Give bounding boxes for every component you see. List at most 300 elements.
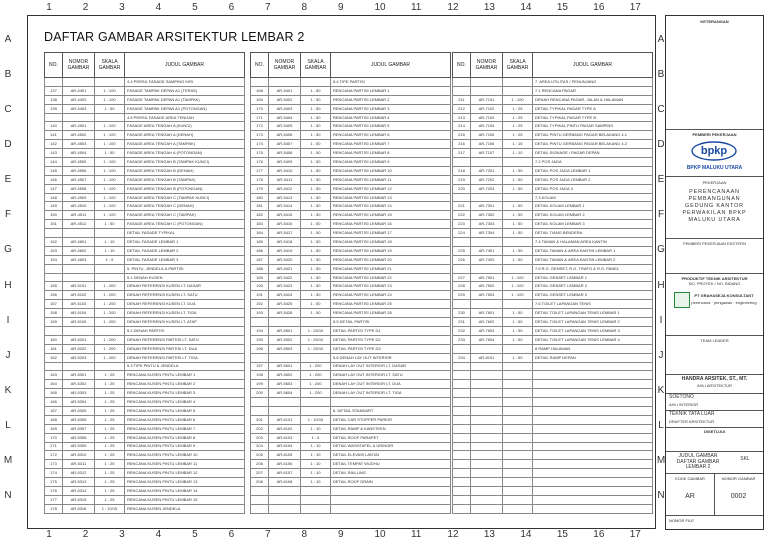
table-cell	[533, 495, 653, 504]
table-cell	[453, 398, 471, 407]
table-row	[453, 460, 653, 469]
table-cell: 197	[251, 362, 269, 371]
table-row	[45, 291, 245, 300]
grid-number: 5	[192, 2, 198, 13]
table-cell: 150	[45, 211, 63, 220]
table-cell: 1 : 10	[301, 442, 331, 451]
table-cell: AR-5411	[269, 175, 301, 184]
table-cell	[95, 113, 125, 122]
agency-name: BPKP MALUKU UTARA	[686, 165, 743, 171]
table-cell: 1 : 200	[95, 309, 125, 318]
table-cell: RENCANA PARTISI LEMBAR 7	[331, 140, 451, 149]
column-header: NO.	[453, 53, 471, 78]
table-cell: RENCANA KUSEN PINTU LEMBAR 9	[125, 442, 245, 451]
table-cell	[269, 353, 301, 362]
table-row	[251, 326, 451, 335]
table-cell: 1 : 100	[95, 122, 125, 131]
table-cell	[533, 380, 653, 389]
table-row	[453, 424, 653, 433]
column-header: SKALA GAMBAR	[301, 53, 331, 78]
column-header: SKALA GAMBAR	[95, 53, 125, 78]
table-row	[45, 309, 245, 318]
table-cell: 144	[45, 158, 63, 167]
table-row	[45, 193, 245, 202]
table-cell	[453, 371, 471, 380]
table-cell	[453, 424, 471, 433]
table-row	[251, 300, 451, 309]
table-cell: 217	[453, 149, 471, 158]
table-cell: 1 : 50	[301, 264, 331, 273]
table-cell: 231	[453, 318, 471, 327]
grid-number: 16	[593, 2, 605, 13]
table-cell	[471, 380, 503, 389]
table-cell: 232	[453, 326, 471, 335]
table-row	[251, 415, 451, 424]
table-cell: AR-5419	[269, 246, 301, 255]
grid-letter: M	[3, 455, 13, 467]
table-cell: 1 : 100	[95, 193, 125, 202]
table-cell: AR-7502	[471, 282, 503, 291]
table-cell: AR-5502	[269, 335, 301, 344]
table-cell	[503, 495, 533, 504]
table-row	[45, 158, 245, 167]
table-row	[251, 309, 451, 318]
table-cell	[471, 193, 503, 202]
table-cell: AR-5420	[269, 255, 301, 264]
table-cell	[533, 389, 653, 398]
table-cell: DETAIL GENSET LEMBAR 3	[533, 291, 653, 300]
table-cell: FASADE AREA TENGAH A (POTONGAN)	[125, 149, 245, 158]
table-cell: RENCANA PARTISI LEMBAR 24	[331, 291, 451, 300]
table-row	[45, 255, 245, 264]
table-row	[251, 318, 451, 327]
table-cell: AR-5104	[63, 309, 95, 318]
grid-number: 2	[82, 529, 89, 540]
grid-number: 7	[265, 529, 271, 540]
table-cell: RENCANA KUSEN PINTU LEMBAR 3	[125, 389, 245, 398]
table-cell: 1 : 50	[301, 193, 331, 202]
table-cell	[471, 300, 503, 309]
table-cell: RENCANA KUSEN PINTU LEMBAR 11	[125, 460, 245, 469]
table-cell: 1 : 50	[301, 291, 331, 300]
table-cell	[503, 193, 533, 202]
table-cell: 1 : 50	[301, 238, 331, 247]
grid-number: 4	[155, 2, 162, 13]
table-cell	[453, 86, 471, 95]
table-cell	[251, 398, 269, 407]
table-cell: DETAIL TAMAN & AREA KANTIN LEMBAR 1	[533, 246, 653, 255]
table-row	[45, 344, 245, 353]
table-row	[45, 353, 245, 362]
table-row	[453, 246, 653, 255]
table-cell: AR-4509	[63, 193, 95, 202]
table-cell: 215	[453, 131, 471, 140]
table-cell: AR-4508	[63, 184, 95, 193]
table-row	[453, 86, 653, 95]
table-header-row	[251, 53, 451, 78]
table-cell: DETAIL ROOF PARAPET	[331, 433, 451, 442]
table-cell: 201	[251, 415, 269, 424]
table-cell: 1 : 200	[95, 318, 125, 327]
table-cell: 1 : 50	[503, 220, 533, 229]
table-cell: 218	[453, 166, 471, 175]
table-cell: 1 : 200	[95, 300, 125, 309]
table-cell: AR-5312	[63, 469, 95, 478]
table-cell: RENCANA PARTISI LEMBAR 9	[331, 158, 451, 167]
table-row	[453, 264, 653, 273]
table-cell	[533, 460, 653, 469]
table-row	[45, 229, 245, 238]
table-cell: AR-5401	[269, 86, 301, 95]
table-cell	[503, 478, 533, 487]
table-cell: 1 : 25	[503, 113, 533, 122]
table-cell: 1 : 25	[95, 442, 125, 451]
table-cell	[453, 469, 471, 478]
table-cell: AR-5203	[63, 353, 95, 362]
team-leader-label: TEAM LEADER	[700, 338, 729, 343]
architect-role: AHLI ARSITEKTUR	[696, 383, 733, 388]
table-cell: RENCANA PARTISI LEMBAR 20	[331, 255, 451, 264]
table-cell: AR-6107	[269, 469, 301, 478]
table-cell: 146	[45, 175, 63, 184]
table-cell: 203	[251, 433, 269, 442]
table-cell: AR-4506	[63, 166, 95, 175]
table-cell: 1 : 200	[301, 389, 331, 398]
table-cell: 1 : 50	[95, 220, 125, 229]
grid-letter: K	[4, 385, 12, 396]
table-cell: AR-5316	[63, 504, 95, 513]
table-cell: 174	[45, 469, 63, 478]
table-cell: DENAH LAY OUT INTERIOR LT. TIGA	[331, 389, 451, 398]
table-cell: RENCANA PARTISI LEMBAR 5	[331, 122, 451, 131]
table-cell: 1 : 25/10	[301, 335, 331, 344]
table-row	[251, 220, 451, 229]
table-row	[45, 380, 245, 389]
table-cell	[503, 300, 533, 309]
grid-number: 9	[338, 529, 344, 540]
drawing-list-table-2	[250, 52, 451, 514]
table-cell: 227	[453, 273, 471, 282]
table-cell: DETAIL PINTU GERBANG PAGAR BELAKANG 4.1	[533, 131, 653, 140]
grid-number: 6	[228, 529, 235, 540]
table-cell	[45, 264, 63, 273]
table-row	[45, 495, 245, 504]
column-header: NOMOR GAMBAR	[269, 53, 301, 78]
table-cell: AR-5603	[269, 380, 301, 389]
table-cell: 1 : 25	[95, 469, 125, 478]
table-cell	[301, 398, 331, 407]
table-cell	[453, 451, 471, 460]
table-cell: 170	[251, 104, 269, 113]
table-cell: AR-5402	[269, 95, 301, 104]
table-cell	[269, 406, 301, 415]
table-row	[251, 291, 451, 300]
table-cell: 1 : 50	[301, 158, 331, 167]
table-cell	[533, 424, 653, 433]
table-cell	[453, 504, 471, 513]
table-cell: 161	[45, 344, 63, 353]
table-cell: DETAIL TOILET LAPANGAN TENIS LEMBAR 2	[533, 318, 653, 327]
table-cell: RENCANA PARTISI LEMBAR 4	[331, 113, 451, 122]
table-cell: 1 : 50	[503, 335, 533, 344]
grid-letter: D	[657, 139, 665, 150]
drawing-list-table-1	[44, 52, 245, 514]
table-row	[251, 246, 451, 255]
table-cell: 1 : 50	[503, 326, 533, 335]
table-cell: DETAIL RAILLING	[331, 469, 451, 478]
table-cell	[95, 362, 125, 371]
table-cell	[471, 433, 503, 442]
table-row	[453, 398, 653, 407]
grid-letter: E	[4, 174, 12, 186]
table-row	[45, 469, 245, 478]
owner-label: PEMBERI PEKERJAAN	[692, 132, 737, 137]
table-cell: FASADE AREA TENGAH A (DENAH)	[125, 131, 245, 140]
person-2-role: DRAFTER ARSITEKTUR	[669, 419, 715, 424]
grid-letter: H	[4, 279, 12, 291]
table-cell	[471, 478, 503, 487]
table-cell: 1 : 100	[503, 291, 533, 300]
table-cell: RENCANA KUSEN JENDELA	[125, 504, 245, 513]
table-cell	[95, 229, 125, 238]
table-cell: AR-5403	[269, 104, 301, 113]
table-cell	[301, 504, 331, 513]
table-cell: RENCANA PARTISI LEMBAR 23	[331, 282, 451, 291]
table-row	[251, 95, 451, 104]
table-cell: AR-5308	[63, 433, 95, 442]
table-cell: 170	[45, 433, 63, 442]
table-cell	[503, 86, 533, 95]
table-cell: AR-7402	[471, 255, 503, 264]
table-row	[453, 478, 653, 487]
table-cell	[503, 451, 533, 460]
table-cell: 1 : 25	[95, 486, 125, 495]
table-cell: AR-5102	[63, 291, 95, 300]
table-cell: 222	[453, 211, 471, 220]
table-cell: 1 : 200	[301, 380, 331, 389]
table-cell: AR-5408	[269, 149, 301, 158]
table-cell	[453, 433, 471, 442]
table-row	[453, 291, 653, 300]
table-cell: 1 : 50	[503, 309, 533, 318]
table-cell: AR-7302	[471, 211, 503, 220]
table-row	[453, 175, 653, 184]
table-row	[251, 442, 451, 451]
table-cell: 1 : 25	[503, 104, 533, 113]
table-cell	[453, 193, 471, 202]
table-row	[251, 238, 451, 247]
table-row	[453, 131, 653, 140]
table-cell: 1 : 50	[503, 184, 533, 193]
table-row	[45, 318, 245, 327]
table-cell: 158	[45, 309, 63, 318]
grid-letter: D	[4, 139, 12, 150]
table-cell: 1 : 50	[301, 95, 331, 104]
table-cell: RENCANA PARTISI LEMBAR 12	[331, 184, 451, 193]
table-cell: 1 : 50	[503, 175, 533, 184]
table-row	[45, 113, 245, 122]
table-cell: RENCANA PARTISI LEMBAR 26	[331, 309, 451, 318]
table-cell	[503, 344, 533, 353]
table-cell	[503, 442, 533, 451]
table-header-row	[45, 53, 245, 78]
table-cell: 152	[45, 238, 63, 247]
table-cell: 1 : 50	[503, 246, 533, 255]
table-cell: 159	[45, 318, 63, 327]
table-cell: 216	[453, 140, 471, 149]
table-cell: 142	[45, 140, 63, 149]
table-cell: AR-5418	[269, 238, 301, 247]
grid-letter: G	[4, 244, 12, 256]
table-cell: 172	[45, 451, 63, 460]
table-cell: 185	[251, 238, 269, 247]
table-cell	[269, 486, 301, 495]
table-cell	[471, 415, 503, 424]
table-cell: 1 : 50	[301, 202, 331, 211]
table-cell: DETAIL TYPIKAL PAGAR TYPE B	[533, 113, 653, 122]
table-cell: 1 : 50	[503, 318, 533, 327]
drawing-list-table-3	[452, 52, 653, 514]
table-cell: 213	[453, 113, 471, 122]
table-cell: 1 : 5	[301, 433, 331, 442]
table-cell	[533, 362, 653, 371]
column-header: NO.	[45, 53, 63, 78]
table-cell: 1 : 25	[95, 478, 125, 487]
table-cell	[503, 238, 533, 247]
table-cell: 184	[251, 229, 269, 238]
table-cell: 224	[453, 229, 471, 238]
table-cell: 171	[251, 113, 269, 122]
table-row	[453, 504, 653, 513]
scale-label: SKL	[740, 456, 750, 462]
grid-number: 1	[46, 529, 52, 540]
table-cell	[453, 486, 471, 495]
code-label: KODE GAMBAR	[675, 476, 705, 481]
table-cell: 1 : 50	[301, 229, 331, 238]
table-cell: 1 : 50	[503, 353, 533, 362]
table-cell: AR-4502	[63, 131, 95, 140]
table-cell: 1 : 100	[95, 140, 125, 149]
table-cell: 1 : 25	[503, 131, 533, 140]
table-cell: 143	[45, 149, 63, 158]
table-cell: AR-7203	[471, 184, 503, 193]
table-row	[453, 193, 653, 202]
location-label: PEMBERI PEKERJAAN EKSTERN	[683, 241, 746, 246]
table-row	[251, 398, 451, 407]
table-cell	[95, 264, 125, 273]
table-cell: 1 : 25/10	[301, 344, 331, 353]
table-cell: 147	[45, 184, 63, 193]
table-cell	[95, 78, 125, 87]
table-cell	[331, 398, 451, 407]
table-cell: DETAIL WASHTAFEL & URINOIR	[331, 442, 451, 451]
table-cell: DETAIL RAMP DEPAN	[533, 353, 653, 362]
table-cell: 178	[251, 175, 269, 184]
table-cell: RENCANA PARTISI LEMBAR 14	[331, 202, 451, 211]
table-cell: DETAIL FASADE LEMBAR 1	[125, 238, 245, 247]
table-cell: 141	[45, 131, 63, 140]
table-cell	[533, 478, 653, 487]
file-number-label: NOMOR FILE	[669, 518, 694, 523]
grid-letter: H	[657, 279, 665, 291]
table-cell: 175	[45, 478, 63, 487]
table-cell: 1 : 50	[301, 220, 331, 229]
consultant-address: perencana · pengawas · engineering	[691, 300, 757, 305]
table-cell: 1 : 25	[95, 398, 125, 407]
table-cell: DENAH REFERENSI KUSEN LT. TIGA	[125, 309, 245, 318]
table-cell: DENAH REFERENSI KUSEN LT. DUA	[125, 300, 245, 309]
table-cell: AR-6101	[269, 415, 301, 424]
grid-letter: C	[4, 103, 12, 115]
grid-letter: E	[657, 174, 665, 186]
grid-number: 14	[520, 529, 532, 540]
grid-number: 13	[483, 2, 495, 13]
grid-letter: B	[657, 68, 665, 80]
table-cell	[471, 389, 503, 398]
table-row	[251, 211, 451, 220]
table-cell: AR-5604	[269, 389, 301, 398]
table-cell: AR-7401	[471, 246, 503, 255]
table-cell: RENCANA PARTISI LEMBAR 6	[331, 131, 451, 140]
column-header: NO.	[251, 53, 269, 78]
table-cell: AR-5303	[63, 389, 95, 398]
table-cell	[471, 158, 503, 167]
grid-letter: J	[5, 349, 11, 361]
table-row	[45, 86, 245, 95]
table-cell: DETAIL KOLAM LEMBAR 1	[533, 202, 653, 211]
table-cell: DETAIL PARTISI TYPE D2	[331, 335, 451, 344]
table-cell	[471, 486, 503, 495]
table-row	[45, 220, 245, 229]
table-cell: 160	[45, 335, 63, 344]
table-row	[453, 415, 653, 424]
table-cell: AR-4501	[63, 122, 95, 131]
table-cell: 1 : 50	[301, 300, 331, 309]
table-cell: 164	[45, 380, 63, 389]
table-row	[45, 371, 245, 380]
table-cell: 1 : 100	[503, 282, 533, 291]
table-cell: DETAIL FASADE LEMBAR 3	[125, 255, 245, 264]
table-cell: 1 : 10	[95, 246, 125, 255]
table-cell: 137	[45, 86, 63, 95]
table-cell: AR-8101	[471, 353, 503, 362]
table-row	[45, 140, 245, 149]
table-cell: 1 : 100	[503, 95, 533, 104]
table-cell: 1 : 100	[95, 175, 125, 184]
person-1-role: AHLI INTERIOR	[669, 402, 699, 407]
table-cell: AR-5501	[269, 326, 301, 335]
table-cell: 1 : 25	[503, 122, 533, 131]
grid-number: 11	[410, 529, 422, 540]
table-cell: DETAIL CAR STOPPER PARKIR	[331, 415, 451, 424]
table-row	[251, 353, 451, 362]
table-cell: 176	[45, 486, 63, 495]
table-cell: RENCANA PARTISI LEMBAR 10	[331, 166, 451, 175]
table-cell	[251, 495, 269, 504]
project-name: PERENCANAAN PEMBANGUNAN GEDUNG KANTOR PERWAKILAN BPKP MALUKU UTARA	[682, 189, 747, 223]
table-cell: 1 : 25	[95, 495, 125, 504]
table-cell	[63, 326, 95, 335]
table-cell: DETAIL ELEVASI LANTAI	[331, 451, 451, 460]
table-cell: AR-6103	[269, 433, 301, 442]
table-cell: 199	[251, 380, 269, 389]
grid-number: 16	[593, 529, 605, 540]
table-cell: 1 : 50	[301, 140, 331, 149]
table-cell	[45, 326, 63, 335]
table-cell: AR-7604	[471, 335, 503, 344]
consultant-label: PRODUKTIF TEKNIK ARSITEKTUR	[681, 276, 748, 281]
table-cell: AR-5404	[269, 113, 301, 122]
